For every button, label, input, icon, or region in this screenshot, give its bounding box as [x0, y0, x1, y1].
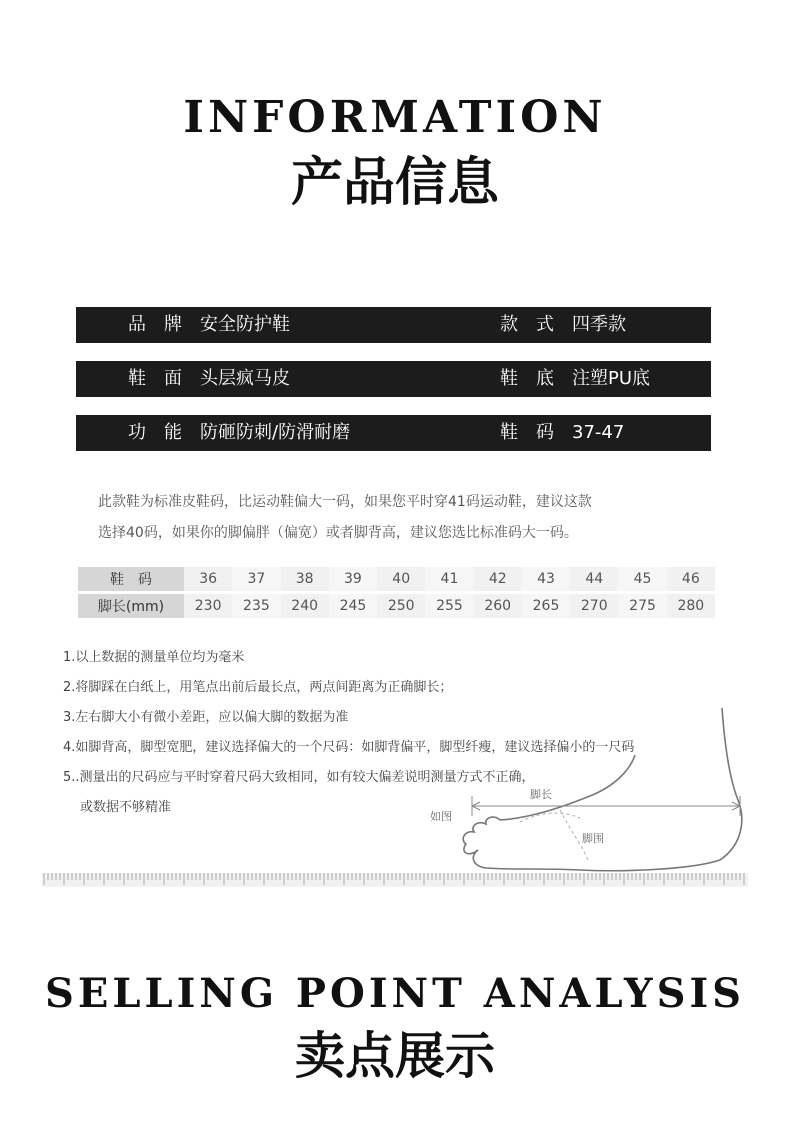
size-cell: 40 [377, 567, 425, 591]
selling-title-cn: 卖点展示 [295, 1027, 495, 1085]
length-row [78, 594, 715, 618]
info-value: 37-47 [572, 422, 625, 443]
size-cell: 45 [618, 567, 666, 591]
size-cell: 46 [667, 567, 715, 591]
girth-dashes [520, 810, 588, 860]
info-row-function [76, 415, 711, 451]
info-value: 防砸防刺/防滑耐磨 [200, 422, 351, 443]
length-cell: 270 [570, 594, 618, 618]
tip-3: 3.左右脚大小有微小差距，应以偏大脚的数据为准 [63, 710, 349, 725]
size-cell: 36 [184, 567, 232, 591]
foot-diagram [420, 700, 760, 880]
info-key: 鞋 码 [500, 422, 554, 443]
info-key: 鞋 底 [500, 368, 554, 389]
selling-title-en: SELLING POINT ANALYSIS [44, 970, 746, 1017]
title-cn: 产品信息 [290, 153, 499, 213]
label-length: 脚长 [530, 788, 552, 801]
info-row-upper [76, 361, 711, 397]
info-key: 功 能 [128, 422, 182, 443]
tip-5-cont: 或数据不够精准 [80, 800, 172, 815]
size-row [78, 567, 715, 591]
length-cell: 230 [184, 594, 232, 618]
length-cell: 280 [667, 594, 715, 618]
tip-5: 5..测量出的尺码应与平时穿着尺码大致相同，如有较大偏差说明测量方式不正确， [63, 770, 535, 785]
ruler [42, 873, 748, 887]
size-note-line2: 选择40码，如果你的脚偏胖（偏宽）或者脚背高，建议您选比标准码大一码。 [98, 525, 578, 541]
tip-4: 4.如脚背高，脚型宽肥，建议选择偏大的一个尺码：如脚背偏平，脚型纤瘦，建议选择偏小的一尺码 [63, 740, 635, 755]
size-table [78, 564, 715, 621]
size-cell: 43 [522, 567, 570, 591]
label-foot: 脚围 [582, 832, 604, 845]
foot-outline [463, 708, 742, 871]
length-cell: 245 [329, 594, 377, 618]
info-row-brand [76, 307, 711, 343]
length-arrow [472, 796, 740, 816]
length-cell: 275 [618, 594, 666, 618]
info-key: 鞋 面 [128, 368, 182, 389]
size-note-line1: 此款鞋为标准皮鞋码，比运动鞋偏大一码，如果您平时穿41码运动鞋，建议这款 [98, 494, 592, 510]
size-cell: 37 [232, 567, 280, 591]
title-en: INFORMATION [183, 92, 607, 143]
length-cell: 260 [474, 594, 522, 618]
length-cell: 235 [232, 594, 280, 618]
length-cell: 240 [281, 594, 329, 618]
size-row-label: 鞋 码 [78, 567, 184, 591]
info-key: 款 式 [500, 314, 554, 335]
info-value: 安全防护鞋 [200, 314, 290, 335]
size-cell: 42 [474, 567, 522, 591]
length-cell: 255 [425, 594, 473, 618]
info-value: 四季款 [572, 314, 626, 335]
length-cell: 250 [377, 594, 425, 618]
size-cell: 41 [425, 567, 473, 591]
length-cell: 265 [522, 594, 570, 618]
size-cell: 39 [329, 567, 377, 591]
tip-2: 2.将脚踩在白纸上，用笔点出前后最长点，两点间距离为正确脚长； [63, 680, 453, 695]
info-key: 品 牌 [128, 314, 182, 335]
size-cell: 44 [570, 567, 618, 591]
tip-1: 1.以上数据的测量单位均为毫米 [63, 650, 245, 665]
length-row-label: 脚长(mm) [78, 594, 184, 618]
info-value: 头层疯马皮 [200, 368, 290, 389]
label-as-shown: 如图 [430, 810, 452, 823]
info-value: 注塑PU底 [572, 368, 651, 389]
size-cell: 38 [281, 567, 329, 591]
